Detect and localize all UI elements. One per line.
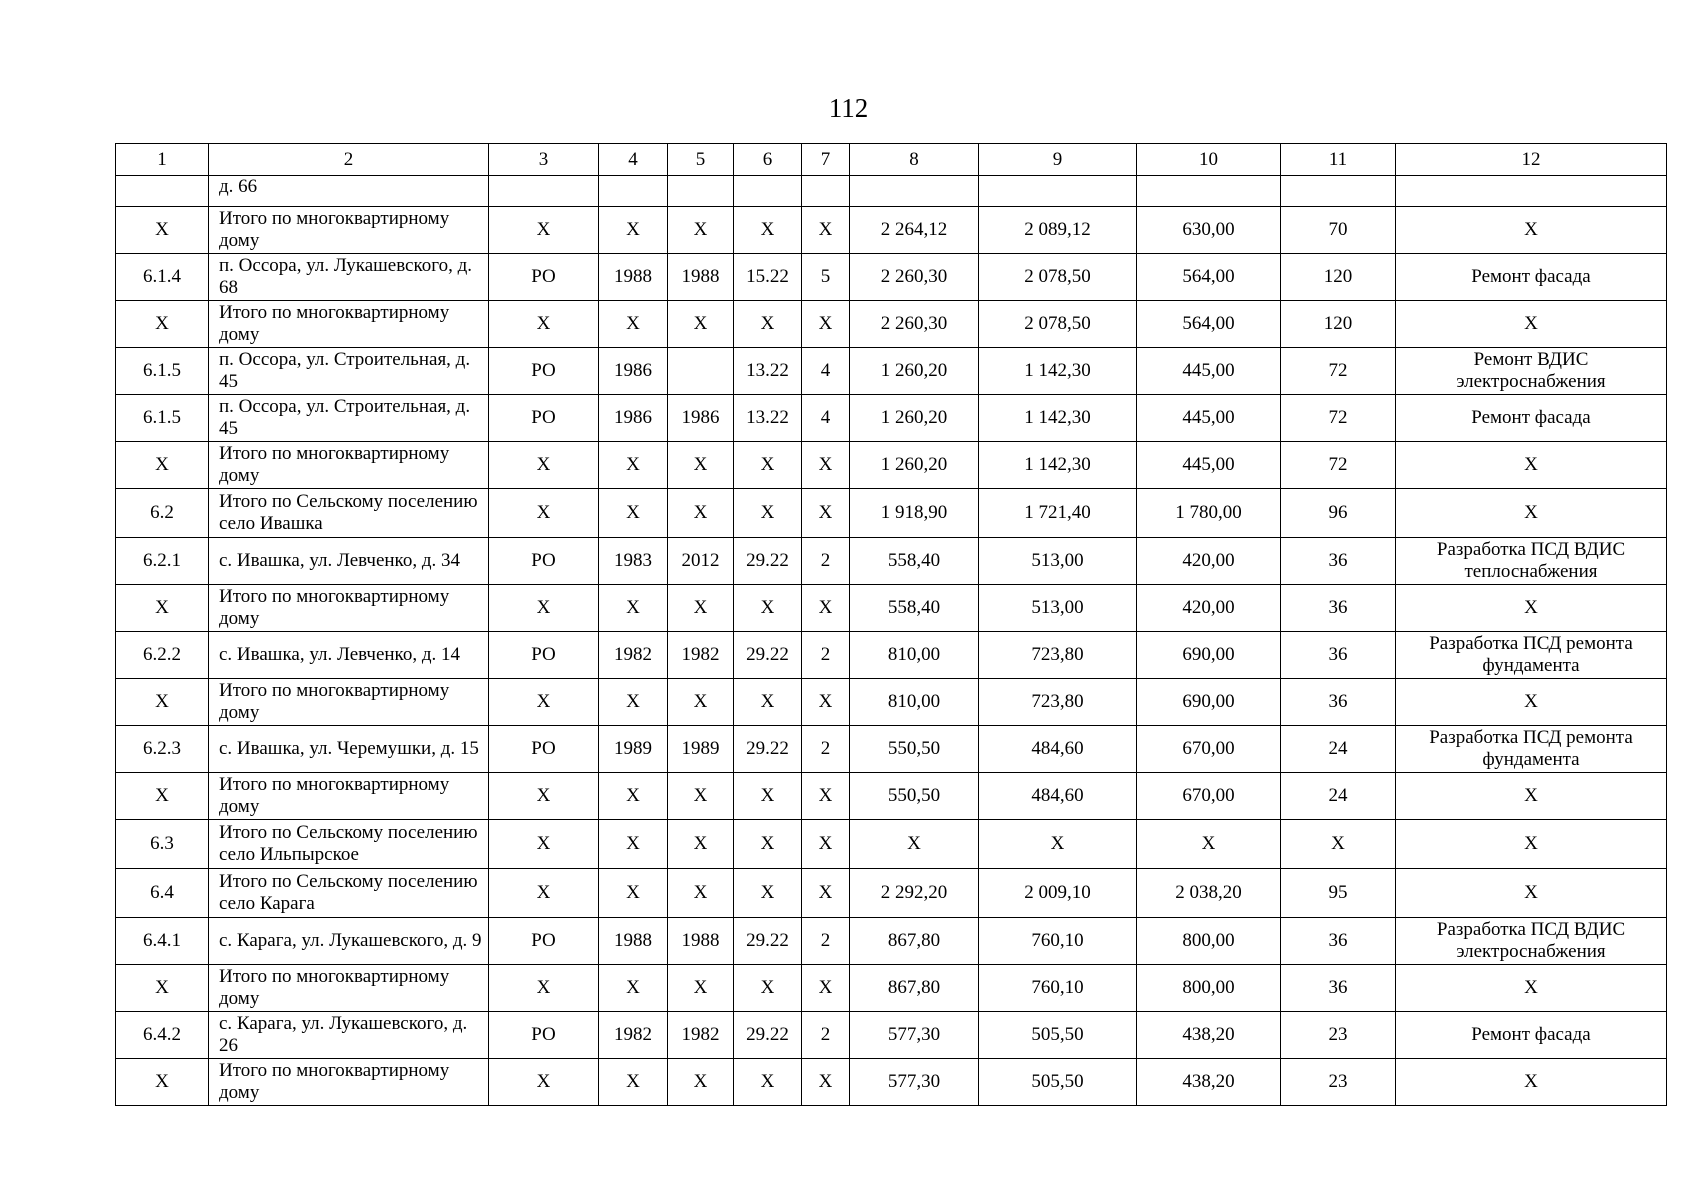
cell-code: X (734, 585, 802, 632)
cell-year-built: 1986 (599, 348, 668, 395)
cell-living-area (979, 176, 1137, 207)
cell-code: X (734, 869, 802, 918)
cell-year-built (599, 176, 668, 207)
cell-code: X (734, 301, 802, 348)
cell-floors: X (802, 965, 850, 1012)
cell-floors: 4 (802, 395, 850, 442)
cell-address: Итого по многоквартирному дому (209, 207, 489, 254)
cell-year-repair: 1982 (668, 1012, 734, 1059)
table-row (116, 348, 1667, 395)
cell-type: X (489, 207, 599, 254)
cell-count (1281, 176, 1396, 207)
table-row (116, 679, 1667, 726)
cell-type: РО (489, 538, 599, 585)
cell-cost: 670,00 (1137, 773, 1281, 820)
cell-type: X (489, 1059, 599, 1106)
cell-num: X (116, 965, 209, 1012)
cell-count: 72 (1281, 442, 1396, 489)
column-header: 6 (734, 144, 802, 176)
cell-floors: X (802, 489, 850, 538)
cell-year-built: 1988 (599, 918, 668, 965)
table-row (116, 442, 1667, 489)
cell-type: РО (489, 632, 599, 679)
cell-year-built: X (599, 820, 668, 869)
cell-code: X (734, 1059, 802, 1106)
cell-address: с. Карага, ул. Лукашевского, д. 9 (209, 918, 489, 965)
cell-count: 120 (1281, 301, 1396, 348)
cell-total-area: 867,80 (850, 918, 979, 965)
cell-year-repair: X (668, 965, 734, 1012)
cell-address: с. Карага, ул. Лукашевского, д. 26 (209, 1012, 489, 1059)
column-header: 7 (802, 144, 850, 176)
column-header: 8 (850, 144, 979, 176)
cell-type: X (489, 585, 599, 632)
cell-work-type: Ремонт фасада (1396, 1012, 1667, 1059)
cell-year-repair: 1989 (668, 726, 734, 773)
cell-living-area: 484,60 (979, 773, 1137, 820)
cell-type: X (489, 489, 599, 538)
cell-num: X (116, 442, 209, 489)
cell-code: X (734, 489, 802, 538)
cell-code: 29.22 (734, 632, 802, 679)
cell-living-area: 1 142,30 (979, 348, 1137, 395)
cell-year-built: 1982 (599, 632, 668, 679)
cell-cost: 564,00 (1137, 301, 1281, 348)
cell-num: 6.1.4 (116, 254, 209, 301)
table-row (116, 773, 1667, 820)
cell-year-repair: 1982 (668, 632, 734, 679)
column-header: 12 (1396, 144, 1667, 176)
cell-work-type: X (1396, 207, 1667, 254)
cell-cost: 800,00 (1137, 965, 1281, 1012)
cell-address: п. Оссора, ул. Лукашевского, д. 68 (209, 254, 489, 301)
cell-work-type (1396, 176, 1667, 207)
cell-year-repair: 2012 (668, 538, 734, 585)
cell-work-type: X (1396, 585, 1667, 632)
cell-year-repair: X (668, 207, 734, 254)
cell-count: 36 (1281, 679, 1396, 726)
cell-cost: 420,00 (1137, 538, 1281, 585)
cell-address: Итого по Сельскому поселению село Карага (209, 869, 489, 918)
table-row (116, 918, 1667, 965)
table-row (116, 820, 1667, 869)
column-header: 3 (489, 144, 599, 176)
cell-num: 6.2.1 (116, 538, 209, 585)
cell-cost: 445,00 (1137, 348, 1281, 395)
table-row (116, 632, 1667, 679)
cell-count: 23 (1281, 1059, 1396, 1106)
cell-work-type: Разработка ПСД ВДИС электроснабжения (1396, 918, 1667, 965)
cell-code: X (734, 965, 802, 1012)
cell-num: 6.4 (116, 869, 209, 918)
cell-year-repair: X (668, 773, 734, 820)
cell-count: 36 (1281, 918, 1396, 965)
cell-cost: 445,00 (1137, 442, 1281, 489)
cell-total-area: 2 264,12 (850, 207, 979, 254)
cell-code (734, 176, 802, 207)
cell-count: 36 (1281, 965, 1396, 1012)
cell-cost: 630,00 (1137, 207, 1281, 254)
table-row (116, 395, 1667, 442)
cell-year-repair: X (668, 869, 734, 918)
cell-cost: X (1137, 820, 1281, 869)
table-row (116, 726, 1667, 773)
cell-year-repair: 1988 (668, 918, 734, 965)
cell-floors: X (802, 773, 850, 820)
cell-total-area: 558,40 (850, 538, 979, 585)
cell-floors: 4 (802, 348, 850, 395)
cell-type: X (489, 965, 599, 1012)
cell-code: 15.22 (734, 254, 802, 301)
cell-work-type: X (1396, 869, 1667, 918)
cell-year-repair: X (668, 1059, 734, 1106)
cell-num: X (116, 1059, 209, 1106)
cell-work-type: X (1396, 773, 1667, 820)
cell-floors: 2 (802, 1012, 850, 1059)
cell-year-repair: X (668, 301, 734, 348)
table-row (116, 301, 1667, 348)
cell-cost: 800,00 (1137, 918, 1281, 965)
cell-living-area: 1 142,30 (979, 442, 1137, 489)
cell-type: РО (489, 726, 599, 773)
cell-cost (1137, 176, 1281, 207)
cell-work-type: Разработка ПСД ремонта фундамента (1396, 632, 1667, 679)
cell-work-type: X (1396, 489, 1667, 538)
cell-total-area: 577,30 (850, 1059, 979, 1106)
cell-living-area: 2 078,50 (979, 254, 1137, 301)
cell-cost: 438,20 (1137, 1012, 1281, 1059)
cell-address: Итого по многоквартирному дому (209, 965, 489, 1012)
cell-floors: X (802, 1059, 850, 1106)
page-number: 112 (828, 93, 869, 123)
cell-type: РО (489, 348, 599, 395)
cell-code: 29.22 (734, 538, 802, 585)
cell-num: 6.1.5 (116, 395, 209, 442)
cell-count: 24 (1281, 726, 1396, 773)
cell-count: 72 (1281, 395, 1396, 442)
cell-year-built: 1983 (599, 538, 668, 585)
cell-total-area (850, 176, 979, 207)
cell-count: 95 (1281, 869, 1396, 918)
cell-work-type: Ремонт фасада (1396, 395, 1667, 442)
cell-living-area: 505,50 (979, 1059, 1137, 1106)
cell-year-repair: 1988 (668, 254, 734, 301)
cell-floors: X (802, 820, 850, 869)
cell-floors: X (802, 679, 850, 726)
cell-total-area: 810,00 (850, 679, 979, 726)
cell-type: X (489, 869, 599, 918)
cell-work-type: X (1396, 1059, 1667, 1106)
table-row (116, 585, 1667, 632)
cell-year-repair (668, 348, 734, 395)
cell-address: Итого по многоквартирному дому (209, 679, 489, 726)
cell-work-type: X (1396, 301, 1667, 348)
cell-total-area: 550,50 (850, 773, 979, 820)
cell-year-repair: X (668, 820, 734, 869)
cell-address: с. Ивашка, ул. Левченко, д. 34 (209, 538, 489, 585)
cell-year-built: 1988 (599, 254, 668, 301)
cell-num (116, 176, 209, 207)
cell-cost: 564,00 (1137, 254, 1281, 301)
table-row (116, 254, 1667, 301)
cell-address: п. Оссора, ул. Строительная, д. 45 (209, 348, 489, 395)
cell-code: 29.22 (734, 918, 802, 965)
cell-address: Итого по многоквартирному дому (209, 585, 489, 632)
cell-num: 6.2.2 (116, 632, 209, 679)
cell-floors: 2 (802, 726, 850, 773)
column-header: 10 (1137, 144, 1281, 176)
cell-type: X (489, 442, 599, 489)
table-row (116, 965, 1667, 1012)
cell-code: X (734, 679, 802, 726)
cell-address: Итого по многоквартирному дому (209, 773, 489, 820)
cell-year-repair: X (668, 679, 734, 726)
cell-living-area: 484,60 (979, 726, 1137, 773)
cell-living-area: 760,10 (979, 918, 1137, 965)
cell-living-area: 723,80 (979, 679, 1137, 726)
cell-year-built: X (599, 442, 668, 489)
cell-total-area: 1 260,20 (850, 348, 979, 395)
table-row (116, 538, 1667, 585)
cell-count: 36 (1281, 585, 1396, 632)
cell-code: X (734, 207, 802, 254)
cell-work-type: Разработка ПСД ремонта фундамента (1396, 726, 1667, 773)
cell-count: 36 (1281, 538, 1396, 585)
cell-floors: 2 (802, 918, 850, 965)
cell-cost: 420,00 (1137, 585, 1281, 632)
cell-floors: 5 (802, 254, 850, 301)
cell-living-area: 505,50 (979, 1012, 1137, 1059)
cell-year-built: X (599, 207, 668, 254)
cell-address: с. Ивашка, ул. Левченко, д. 14 (209, 632, 489, 679)
cell-cost: 690,00 (1137, 679, 1281, 726)
cell-year-repair: 1986 (668, 395, 734, 442)
cell-floors (802, 176, 850, 207)
cell-code: 13.22 (734, 348, 802, 395)
cell-living-area: X (979, 820, 1137, 869)
cell-living-area: 513,00 (979, 585, 1137, 632)
column-header: 4 (599, 144, 668, 176)
cell-floors: X (802, 585, 850, 632)
cell-living-area: 2 009,10 (979, 869, 1137, 918)
cell-living-area: 2 078,50 (979, 301, 1137, 348)
cell-floors: X (802, 207, 850, 254)
cell-work-type: Разработка ПСД ВДИС теплоснабжения (1396, 538, 1667, 585)
cell-year-built: 1989 (599, 726, 668, 773)
cell-year-built: X (599, 679, 668, 726)
cell-num: 6.4.2 (116, 1012, 209, 1059)
cell-type: X (489, 773, 599, 820)
cell-code: 29.22 (734, 1012, 802, 1059)
cell-floors: X (802, 442, 850, 489)
cell-living-area: 513,00 (979, 538, 1137, 585)
column-header: 1 (116, 144, 209, 176)
cell-type: РО (489, 395, 599, 442)
table-row (116, 869, 1667, 918)
cell-work-type: X (1396, 679, 1667, 726)
cell-floors: X (802, 869, 850, 918)
cell-num: 6.3 (116, 820, 209, 869)
cell-year-built: 1986 (599, 395, 668, 442)
cell-count: 36 (1281, 632, 1396, 679)
cell-num: X (116, 301, 209, 348)
column-header: 2 (209, 144, 489, 176)
cell-type: РО (489, 254, 599, 301)
cell-work-type: X (1396, 820, 1667, 869)
cell-total-area: 558,40 (850, 585, 979, 632)
cell-total-area: 550,50 (850, 726, 979, 773)
cell-living-area: 1 142,30 (979, 395, 1137, 442)
cell-type: X (489, 679, 599, 726)
cell-cost: 1 780,00 (1137, 489, 1281, 538)
cell-work-type: X (1396, 965, 1667, 1012)
cell-code: X (734, 773, 802, 820)
cell-year-built: 1982 (599, 1012, 668, 1059)
cell-floors: 2 (802, 538, 850, 585)
cell-num: 6.2 (116, 489, 209, 538)
cell-year-built: X (599, 773, 668, 820)
cell-year-repair (668, 176, 734, 207)
cell-address: с. Ивашка, ул. Черемушки, д. 15 (209, 726, 489, 773)
header-row (116, 144, 1667, 176)
cell-count: 120 (1281, 254, 1396, 301)
cell-num: X (116, 679, 209, 726)
cell-total-area: 2 260,30 (850, 301, 979, 348)
cell-code: X (734, 820, 802, 869)
cell-year-built: X (599, 301, 668, 348)
cell-floors: X (802, 301, 850, 348)
cell-floors: 2 (802, 632, 850, 679)
cell-count: 72 (1281, 348, 1396, 395)
cell-count: X (1281, 820, 1396, 869)
cell-living-area: 2 089,12 (979, 207, 1137, 254)
cell-living-area: 1 721,40 (979, 489, 1137, 538)
column-header: 5 (668, 144, 734, 176)
cell-type (489, 176, 599, 207)
cell-total-area: 810,00 (850, 632, 979, 679)
cell-living-area: 760,10 (979, 965, 1137, 1012)
cell-total-area: 1 918,90 (850, 489, 979, 538)
cell-total-area: 1 260,20 (850, 442, 979, 489)
cell-count: 24 (1281, 773, 1396, 820)
cell-num: X (116, 773, 209, 820)
column-header: 9 (979, 144, 1137, 176)
cell-address: Итого по Сельскому поселению село Ивашка (209, 489, 489, 538)
cell-code: X (734, 442, 802, 489)
cell-year-built: X (599, 489, 668, 538)
cell-address: Итого по многоквартирному дому (209, 442, 489, 489)
cell-cost: 445,00 (1137, 395, 1281, 442)
cell-year-repair: X (668, 442, 734, 489)
cell-type: X (489, 301, 599, 348)
cell-code: 13.22 (734, 395, 802, 442)
column-header: 11 (1281, 144, 1396, 176)
cell-address: д. 66 (209, 176, 489, 207)
cell-cost: 2 038,20 (1137, 869, 1281, 918)
cell-address: Итого по Сельскому поселению село Ильпырское (209, 820, 489, 869)
cell-work-type: Ремонт фасада (1396, 254, 1667, 301)
cell-total-area: 2 292,20 (850, 869, 979, 918)
table-row (116, 1012, 1667, 1059)
table-row (116, 489, 1667, 538)
cell-total-area: 1 260,20 (850, 395, 979, 442)
cell-total-area: 867,80 (850, 965, 979, 1012)
cell-living-area: 723,80 (979, 632, 1137, 679)
cell-cost: 670,00 (1137, 726, 1281, 773)
cell-num: X (116, 207, 209, 254)
table-body (116, 144, 1667, 1106)
cell-year-repair: X (668, 585, 734, 632)
cell-code: 29.22 (734, 726, 802, 773)
cell-cost: 438,20 (1137, 1059, 1281, 1106)
cell-count: 23 (1281, 1012, 1396, 1059)
cell-year-built: X (599, 965, 668, 1012)
cell-type: РО (489, 1012, 599, 1059)
cell-year-built: X (599, 585, 668, 632)
table-row (116, 207, 1667, 254)
cell-num: X (116, 585, 209, 632)
cell-type: РО (489, 918, 599, 965)
table-row-continuation (116, 176, 1667, 207)
cell-address: п. Оссора, ул. Строительная, д. 45 (209, 395, 489, 442)
cell-count: 70 (1281, 207, 1396, 254)
cell-work-type: Ремонт ВДИС электроснабжения (1396, 348, 1667, 395)
cell-address: Итого по многоквартирному дому (209, 301, 489, 348)
cell-type: X (489, 820, 599, 869)
cell-total-area: 2 260,30 (850, 254, 979, 301)
cell-total-area: X (850, 820, 979, 869)
data-table (115, 143, 1667, 1106)
cell-count: 96 (1281, 489, 1396, 538)
cell-year-built: X (599, 1059, 668, 1106)
cell-num: 6.4.1 (116, 918, 209, 965)
cell-address: Итого по многоквартирному дому (209, 1059, 489, 1106)
cell-cost: 690,00 (1137, 632, 1281, 679)
table-row (116, 1059, 1667, 1106)
cell-total-area: 577,30 (850, 1012, 979, 1059)
cell-work-type: X (1396, 442, 1667, 489)
cell-year-repair: X (668, 489, 734, 538)
cell-num: 6.1.5 (116, 348, 209, 395)
cell-year-built: X (599, 869, 668, 918)
cell-num: 6.2.3 (116, 726, 209, 773)
